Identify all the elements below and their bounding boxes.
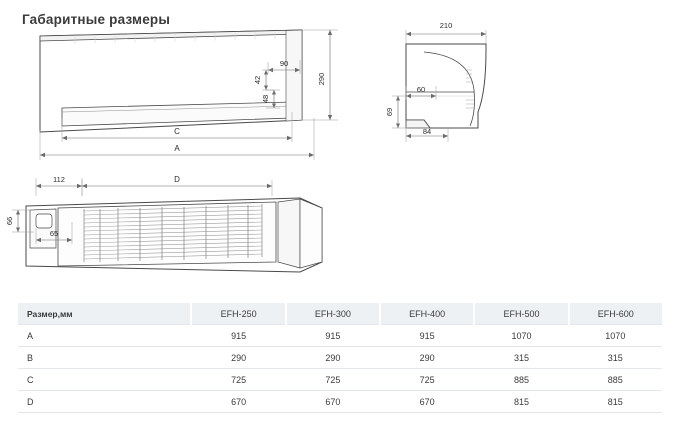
cell-c-3: 885 xyxy=(474,369,568,391)
dim-60: 60 xyxy=(416,85,426,94)
dim-90: 90 xyxy=(279,59,289,68)
cell-a-2: 915 xyxy=(380,325,474,347)
dim-84: 84 xyxy=(422,127,432,136)
cell-a-4: 1070 xyxy=(569,325,662,347)
dimensions-table xyxy=(18,303,662,413)
front-view xyxy=(40,30,338,160)
cell-d-3: 815 xyxy=(474,391,568,413)
bottom-view xyxy=(5,175,322,272)
page-title: Габаритные размеры xyxy=(22,12,171,27)
cell-b-1: 290 xyxy=(286,347,380,369)
cell-a-3: 1070 xyxy=(474,325,568,347)
dim-65: 65 xyxy=(49,229,59,238)
table-header-row xyxy=(18,303,662,325)
dim-A: A xyxy=(174,144,180,153)
row-label-c: C xyxy=(18,369,191,391)
cell-c-2: 725 xyxy=(380,369,474,391)
table-header-col-2: EFH-400 xyxy=(380,303,474,325)
table-row xyxy=(18,325,662,347)
cell-a-1: 915 xyxy=(286,325,380,347)
cell-b-4: 315 xyxy=(569,347,662,369)
cell-d-0: 670 xyxy=(191,391,285,413)
table-row xyxy=(18,347,662,369)
cell-a-0: 915 xyxy=(191,325,285,347)
dim-48: 48 xyxy=(261,94,270,104)
dim-D: D xyxy=(174,175,180,184)
dim-42: 42 xyxy=(253,75,262,85)
table-header-col-4: EFH-600 xyxy=(569,303,662,325)
table-row xyxy=(18,369,662,391)
cell-b-2: 290 xyxy=(380,347,474,369)
cell-b-0: 290 xyxy=(191,347,285,369)
side-view xyxy=(385,21,486,142)
row-label-d: D xyxy=(18,391,191,413)
table-header-col-0: EFH-250 xyxy=(191,303,285,325)
cell-c-1: 725 xyxy=(286,369,380,391)
row-label-b: B xyxy=(18,347,191,369)
table-header-size: Размер,мм xyxy=(18,303,191,325)
cell-d-1: 670 xyxy=(286,391,380,413)
dim-290: 290 xyxy=(317,72,326,86)
dim-69: 69 xyxy=(385,107,394,117)
dim-112: 112 xyxy=(53,175,65,184)
cell-c-0: 725 xyxy=(191,369,285,391)
cell-c-4: 885 xyxy=(569,369,662,391)
dim-210: 210 xyxy=(439,21,453,30)
dim-66: 66 xyxy=(5,216,14,226)
table-header-col-3: EFH-500 xyxy=(474,303,568,325)
table-header-col-1: EFH-300 xyxy=(286,303,380,325)
table-row xyxy=(18,391,662,413)
cell-b-3: 315 xyxy=(474,347,568,369)
dim-C: C xyxy=(174,127,180,136)
cell-d-2: 670 xyxy=(380,391,474,413)
cell-d-4: 815 xyxy=(569,391,662,413)
row-label-a: A xyxy=(18,325,191,347)
